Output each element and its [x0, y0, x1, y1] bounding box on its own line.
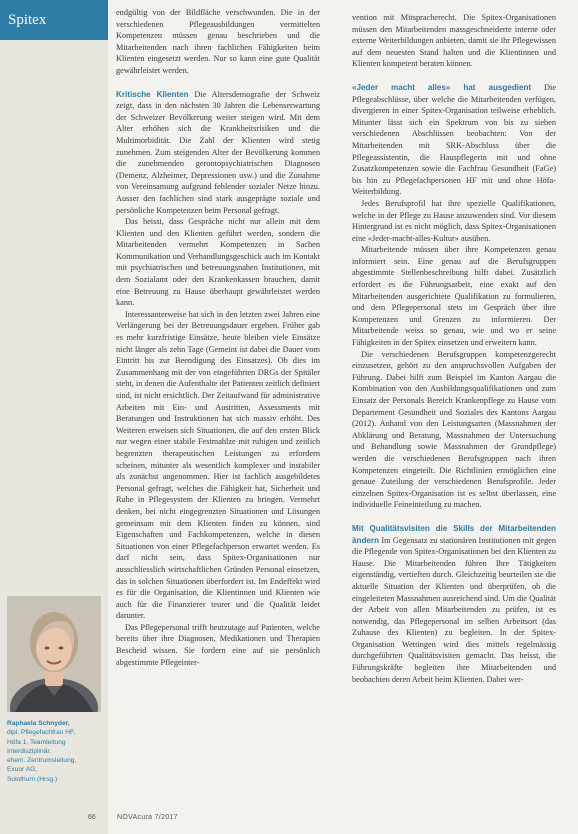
section-paragraph [352, 82, 556, 198]
author-caption [7, 719, 103, 784]
section-heading-qualitaetsvisiten: Mit Qualitätsvisiten die Skills der Mitarbeitenden ändern [352, 523, 556, 545]
caption-line: Interdisziplinär, [7, 747, 51, 755]
article-column-1 [116, 7, 320, 668]
article-column-2 [352, 12, 556, 685]
section-heading-kritische-klienten: Kritische Klienten [116, 89, 189, 99]
author-portrait [7, 596, 101, 712]
paragraph: Mitarbeitende müssen über ihre Kompetenzen genau informiert sein. Eine genau auf die Berufsgruppen abgestimmte Stellenbeschreibung hilft dabei. Zusätzlich erfordert es die Führungsarbeit, eine exakt auf den Mitarbeitenden ausgerichtete Qualifikation zu formulieren, und dem Pflegepersonal stets im Gespräch über ihre Kompetenzen und Grenzen zu informieren. Der Mitarbeitende weiss so genau, wie und wo er seine Fähigkeiten in der Spitex einsetzen und erweitern kann. [352, 245, 556, 348]
left-sidebar [0, 0, 108, 834]
caption-line: Solothurn (Hrsg.) [7, 775, 58, 783]
section-heading-jeder-macht-alles: «Jeder macht alles» hat ausgedient [352, 82, 532, 92]
paragraph: Die verschiedenen Berufsgruppen kompetenzgerecht einzusetzen, gehört zu den anspruchsvollen Aufgaben der Führung. Dabei hilft zum Beispiel im Kanton Aargau die Kombination von den Ausbildungsqualifikationen und zum Einsatz der Personals Bereich Krankenpflege zu Hause vom Departement Gesundheit und Soziales des Kantons Aargau (2012). Anhand von den Leistungsarten (Massnahmen der Abklärung und Beratung, Massnahmen der Untersuchung und Behandlung sowie Massnahmen der Grundpflege) werden die verschiedenen Berufsgruppen nach ihren Kompetenzen eingeteilt. Die Richtlinien ermöglichen eine genaue Zuteilung der verschiedenen Berufsprofile. Jeder einzelnen Spitex-Organisation ist es selbst überlassen, eine individuelle Feineinteilung zu machen. [352, 349, 556, 510]
paragraph-text: Die Pflegeabschlüsse, über welche die Mitarbeitenden verfügen, divergieren in einer Spitex-Organisation teilweise erheblich. Mitunter lässt sich ein Spektrum von bis zu sieben verschiedenen Abschlüssen beobachten: Von der Mitarbeitenden mit SRK-Abschluss über die Pflegeassistentin, die Hauspflegerin mit und ohne Zusatzkompetenzen sowie die Fachfrau Gesundheit (FaGe) bis hin zu Pflegefachpersonen HF mit und ohne Höfa-Weiterbildung. [352, 82, 556, 197]
caption-line: Höfa 1, Teamleitung [7, 738, 66, 746]
page-number: 66 [88, 814, 96, 821]
paragraph: Jedes Berufsprofil hat ihre spezielle Qualifikationen, welche in der Pflege zu Hause anzuwenden sind. Vor diesem Hintergrund ist es nicht möglich, dass Spitex-Organisationen eine «Jeder-macht-alles-Kultur» ausüben. [352, 198, 556, 243]
section-paragraph [116, 89, 320, 217]
paragraph: Das heisst, dass Gespräche nicht nur allein mit dem Klienten und den Klienten geführt werden, sondern die Mitarbeitenden vermehrt Kompetenzen in Sachen Kommunikation und Verhandlungsgeschick auch im Kontakt mit psychiatrischen und betreuungsnahen Institutionen, mit dem Sozialamt oder den Krankenkassen brauchen, damit eine Betreuung zu Hause überhaupt gewährleistet werden kann. [116, 217, 320, 308]
column-intro-paragraph: endgültig von der Bildfläche verschwunden. Die in der verschiedenen Pflegeausbildungen vermittelten Kompetenzen müssen genau beschrieben und die Mitarbeitenden nach ihren fachlichen Fähigkeiten beim Klienten eingesetzt werden. Nur so kann eine gute Qualität gewährleistet werden. [116, 8, 320, 75]
magazine-issue: NOVAcura 7/2017 [117, 814, 178, 821]
paragraph: Interessanterweise hat sich in den letzten zwei Jahren eine Verlängerung bei der Betreuungsdauer ergeben. Früher gab es mehr kurzfristige Einsätze, heute bleiben viele Einsätze nicht länger als zehn Tage (Gemeint ist dabei die Dauer vom Eintritt bis zur Beendigung des Einsatzes). Ob dies im Zusammenhang mit der von eingeführten DRGs der Spitäler steht, in denen die Aufenthalte der Patienten zeitlich definiert sind, ist nicht ersichtlich. Der Zeitaufwand für administrative Arbeiten mit Ein- und Austritten, Assessments mit Beratungen und Instruktionen hat sich massiv erhöht. Des Weiteren erweisen sich Situationen, die auf den ersten Blick nur wegen einer stabile Festmahlze mit ruhigen und zeitlich begrenzten therapeutischen Leistungen zu erfordern scheinen, mitunter als wesentlich komplexer und instabiler als zunächst angenommen. Hier ist fachlich ausgebildetes Personal gefragt, welches die Fähigkeit hat, Sicherheit und Ruhe in Pflegesystem der Klienten zu bringen. Vermehrt denken, bei nicht eingegrenzten Situationen und Lösungen gemeinsam mit dem Klienten finden zu können, sind Eigenschaften und Fachkompetenzen, welche in diesen Situationen von einer Pflegefachperson erwartet werden. Es darf nicht sein, dass Spitex-Organisationen nur ausschliesslich wirtschaftlichen Gründen Personal einsetzen, das in solchen Situationen überfordert ist. Im Endeffekt wird es für die Organisation, die Klientinnen und Klienten wie auch für die Finanzierer teurer und die Qualität leidet darunter. [116, 309, 320, 621]
page-footer [0, 812, 578, 828]
column-intro-paragraph: vention mit Mitspracherecht. Die Spitex-Organisationen müssen den Mitarbeitenden massgeschneiderte interne oder externe Weiterbildungen anbieten, damit sie ihr Pflegewissen auf dem neuesten Stand halten und die Klientinnen und Klienten kompetent beraten können. [352, 13, 556, 69]
caption-line: dipl. Pflegefachfrau HF, [7, 729, 76, 737]
caption-line: Exuor AG, [7, 766, 38, 774]
paragraph: Das Pflegepersonal trifft heutzutage auf Patienten, welche bereits über ihre Diagnosen, Medikationen und Therapien Bescheid wissen. Sie fordern eine auf sie persönlich abgestimmte Pflegeinter- [116, 622, 320, 667]
section-paragraph [352, 523, 556, 685]
caption-name: Raphaela Schnyder, [7, 720, 70, 727]
portrait-image [7, 596, 101, 712]
paragraph-text: Die Altersdemografie der Schweiz zeigt, dass in den nächsten 30 Jahren die Lebenserwartung der Schweizer Bevölkerung weiter steigen wird. Mit dem Alter erhöhen sich die Krankheitsrisiken und die Multimorbidität. Die Zahl der Klienten wird stetig zunehmen. Zum steigenden Alter der Bevölkerung kommen die zunehmenden gerontopsychiatrischen Diagnosen (Demenz, Alzheimer, Depressionen usw.) und die Zunahme von Vereinsamung aufgrund fehlender sozialer Netze hinzu. Ausser den fachlichen sind stark ausgeprägte soziale und persönliche Kompetenzen beim Personal gefragt. [116, 89, 320, 215]
caption-line: ehem. Zentrumsleitung, [7, 757, 77, 765]
paragraph-text: Im Gegensatz zu stationären Institutionen mit gegen die Pflegende von Spitex-Organisationen bei den Klienten zu Hause. Die Mitarbeitenden führen Ihre Tätigkeiten eigenständig, vertieften durch. Gleichzeitig beurteilen sie die aktuelle Situation der Klienten und überprüfen, ob die eingeleiteten Massnahmen ausreichend sind. Um die Qualität der Arbeit von allen Mitarbeitenden zu prüfen, ist es notwendig, das Pflegepersonal im selben Arbeitsort (das Zuhause des Klienten) zu begleiten. In der Spitex-Organisation Wettingen wird dies mittels regelmässig durchgeführten Qualitätsvisiten gemacht. Das heisst, die Führungskräfte begleiten ihre Mitarbeitenden und beobachten deren Arbeit beim Klienten. Dabei wer- [352, 535, 556, 684]
section-label: Spitex [0, 0, 108, 40]
